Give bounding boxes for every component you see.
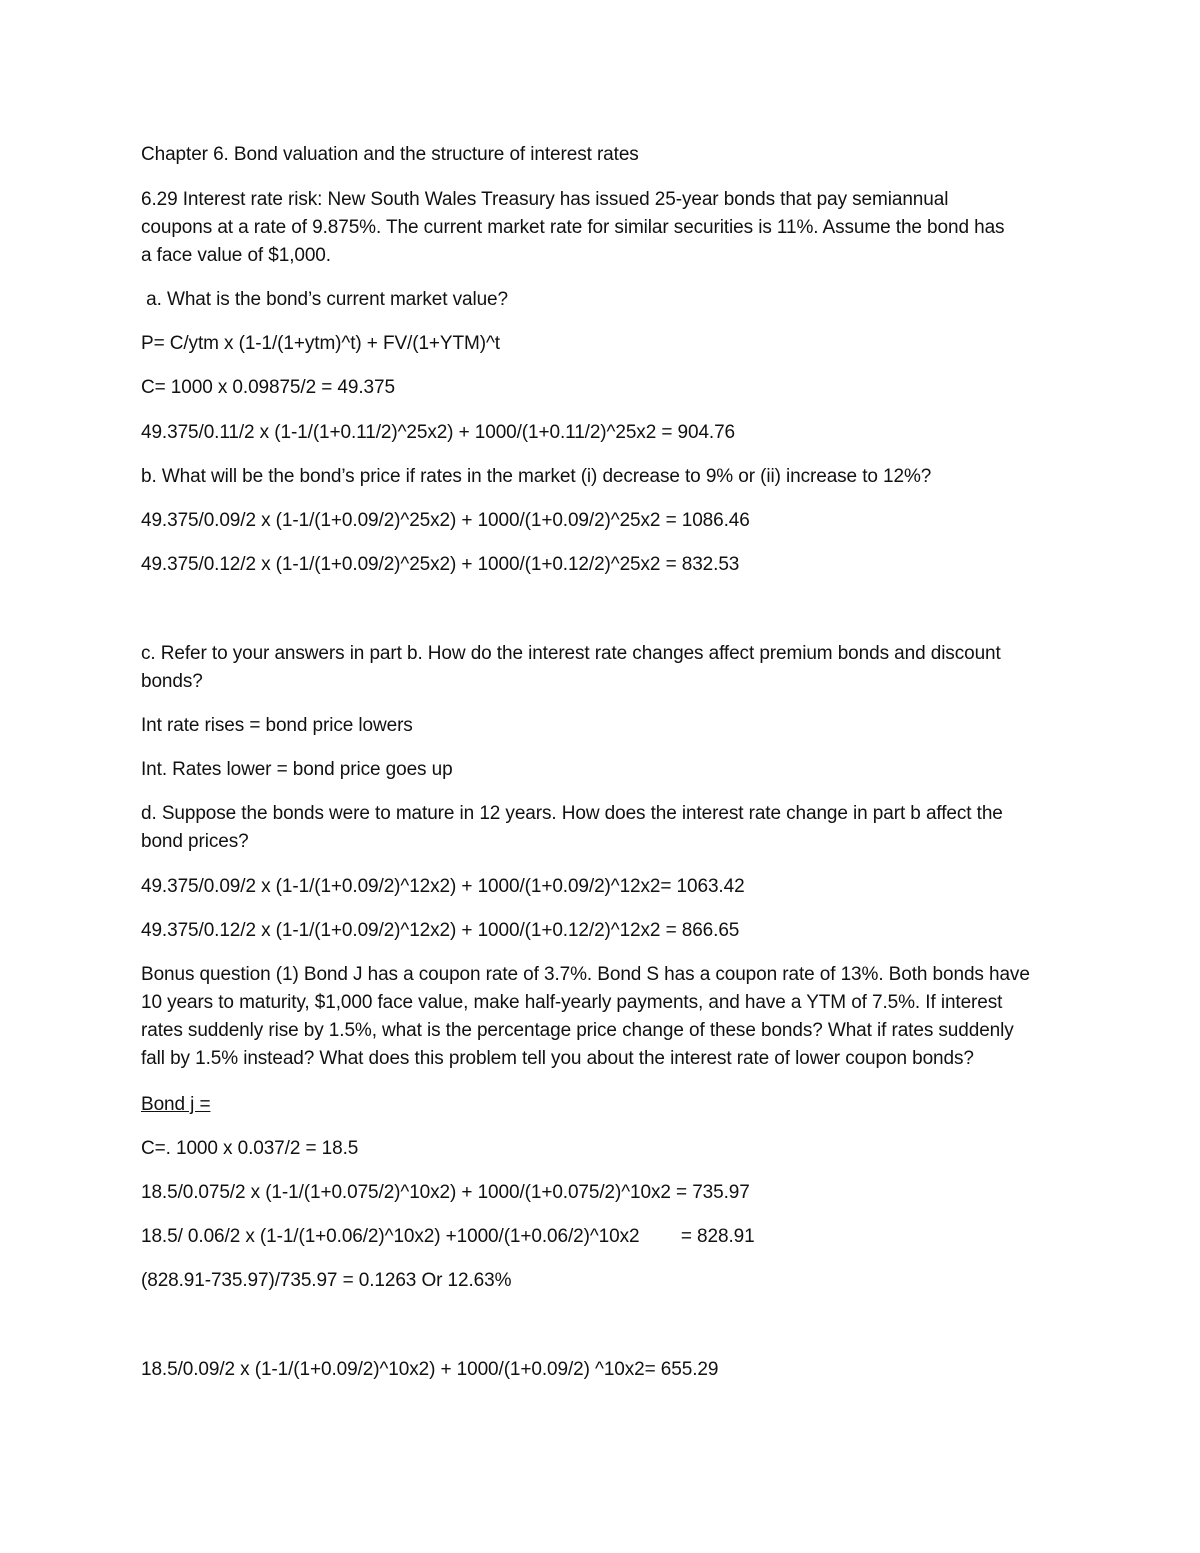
bond-j-calculation-2: 18.5/ 0.06/2 x (1-1/(1+0.06/2)^10x2) +1000/(1+0.06/2)^10x2 = 828.91 [141,1226,755,1247]
part-a-question: a. What is the bond’s current market value? [141,289,508,310]
part-a-calculation: 49.375/0.11/2 x (1-1/(1+0.11/2)^25x2) + 1000/(1+0.11/2)^25x2 = 904.76 [141,422,736,443]
bonus-question-line-1: Bonus question (1) Bond J has a coupon rate of 3.7%. Bond S has a coupon rate of 13%. Both bonds have [141,964,1030,985]
part-c-question-line-2: bonds? [141,671,203,692]
question-6-29-line-3: a face value of $1,000. [141,245,331,266]
part-d-question-line-2: bond prices? [141,831,249,852]
part-a-formula: P= C/ytm x (1-1/(1+ytm)^t) + FV/(1+YTM)^t [141,333,500,354]
bonus-question-line-2: 10 years to maturity, $1,000 face value, make half-yearly payments, and have a YTM of 7.5%. If interest [141,992,1003,1013]
bonus-question-line-3: rates suddenly rise by 1.5%, what is the percentage price change of these bonds? What if rates suddenly [141,1020,1014,1041]
part-c-question-line-1: c. Refer to your answers in part b. How do the interest rate changes affect premium bonds and discount [141,643,1001,664]
bond-j-coupon: C=. 1000 x 0.037/2 = 18.5 [141,1138,359,1159]
part-c-answer-1: Int rate rises = bond price lowers [141,715,413,736]
bond-j-calculation-3: 18.5/0.09/2 x (1-1/(1+0.09/2)^10x2) + 1000/(1+0.09/2) ^10x2= 655.29 [141,1359,719,1380]
part-b-question: b. What will be the bond’s price if rates in the market (i) decrease to 9% or (ii) increase to 12%? [141,466,932,487]
chapter-title: Chapter 6. Bond valuation and the structure of interest rates [141,144,639,165]
bond-j-calculation-1: 18.5/0.075/2 x (1-1/(1+0.075/2)^10x2) + 1000/(1+0.075/2)^10x2 = 735.97 [141,1182,750,1203]
part-a-coupon: C= 1000 x 0.09875/2 = 49.375 [141,377,395,398]
part-c-answer-2: Int. Rates lower = bond price goes up [141,759,453,780]
bond-j-heading: Bond j = [141,1094,211,1115]
bonus-question-line-4: fall by 1.5% instead? What does this problem tell you about the interest rate of lower coupon bonds? [141,1048,974,1069]
question-6-29-line-1: 6.29 Interest rate risk: New South Wales Treasury has issued 25-year bonds that pay semiannual [141,189,949,210]
part-d-calculation-1: 49.375/0.09/2 x (1-1/(1+0.09/2)^12x2) + 1000/(1+0.09/2)^12x2= 1063.42 [141,876,745,897]
part-b-calculation-2: 49.375/0.12/2 x (1-1/(1+0.09/2)^25x2) + 1000/(1+0.12/2)^25x2 = 832.53 [141,554,740,575]
part-d-calculation-2: 49.375/0.12/2 x (1-1/(1+0.09/2)^12x2) + 1000/(1+0.12/2)^12x2 = 866.65 [141,920,740,941]
question-6-29-line-2: coupons at a rate of 9.875%. The current market rate for similar securities is 11%. Assume the bond has [141,217,1005,238]
bond-j-percent-change: (828.91-735.97)/735.97 = 0.1263 Or 12.63% [141,1270,512,1291]
part-d-question-line-1: d. Suppose the bonds were to mature in 12 years. How does the interest rate change in part b affect the [141,803,1003,824]
part-b-calculation-1: 49.375/0.09/2 x (1-1/(1+0.09/2)^25x2) + 1000/(1+0.09/2)^25x2 = 1086.46 [141,510,750,531]
